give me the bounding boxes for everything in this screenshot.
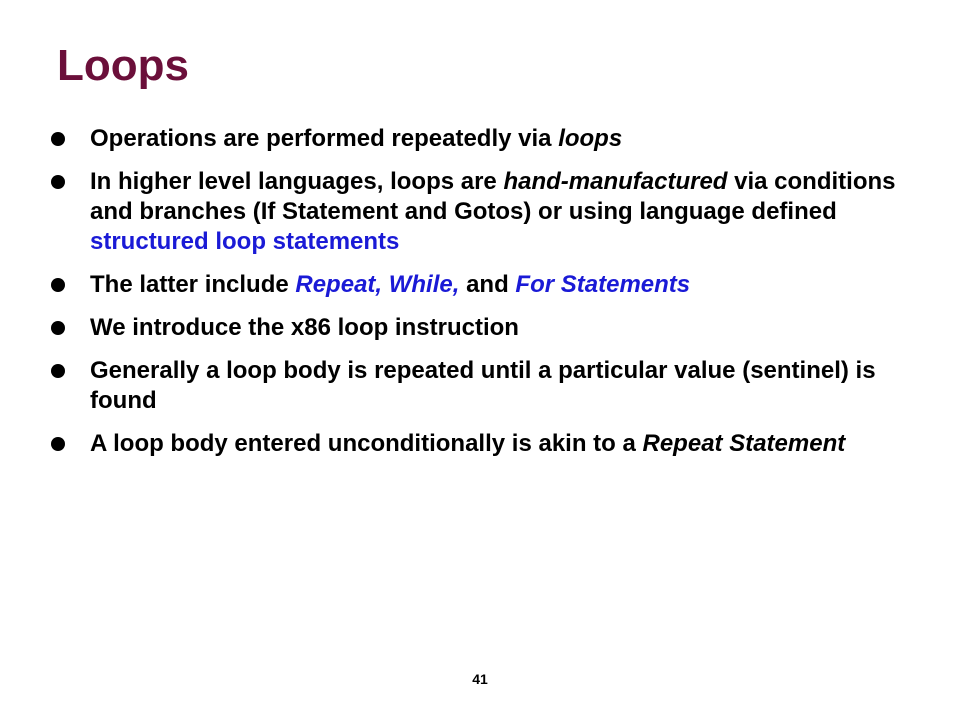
bullet-list: [0, 124, 960, 459]
bullet-text: [90, 357, 876, 414]
bullet-text-segment: In higher level languages, loops are: [90, 168, 504, 195]
bullet-text-segment: and: [459, 271, 516, 298]
bullet-text: [90, 314, 519, 341]
bullet-item: [0, 429, 960, 459]
bullet-dot-icon: [51, 278, 65, 292]
bullet-text-segment: Generally a loop body is repeated until a particular value (sentinel) is found: [90, 357, 876, 414]
bullet-text: [90, 168, 896, 255]
bullet-text: [90, 125, 622, 152]
bullet-dot-icon: [51, 132, 65, 146]
bullet-text-italic: hand-manufactured: [503, 168, 728, 195]
bullet-dot-icon: [51, 364, 65, 378]
bullet-text-italic: loops: [558, 125, 623, 152]
page-number: 41: [472, 671, 488, 687]
bullet-text-highlight: structured loop statements: [90, 228, 400, 255]
bullet-text: [90, 271, 690, 298]
bullet-text-segment: Operations are performed repeatedly via: [90, 125, 559, 152]
bullet-item: [0, 270, 960, 300]
bullet-item: [0, 313, 960, 343]
bullet-dot-icon: [51, 321, 65, 335]
bullet-dot-icon: [51, 175, 65, 189]
slide-title: Loops: [57, 41, 189, 90]
bullet-text-segment: We introduce the x86 loop instruction: [90, 314, 519, 341]
bullet-text-segment: via conditions and branches (If Statement and Gotos) or using language defined: [90, 168, 896, 225]
bullet-item: [0, 124, 960, 154]
bullet-text-italic: Repeat Statement: [642, 430, 846, 457]
bullet-text-segment: A loop body entered unconditionally is akin to a: [90, 430, 643, 457]
bullet-dot-icon: [51, 437, 65, 451]
bullet-text-highlight: Repeat, While,: [295, 271, 460, 298]
bullet-item: [0, 167, 960, 257]
bullet-item: [0, 356, 960, 416]
bullet-text-highlight: For Statements: [515, 271, 691, 298]
bullet-text: [90, 430, 845, 457]
bullet-text-segment: The latter include: [90, 271, 296, 298]
